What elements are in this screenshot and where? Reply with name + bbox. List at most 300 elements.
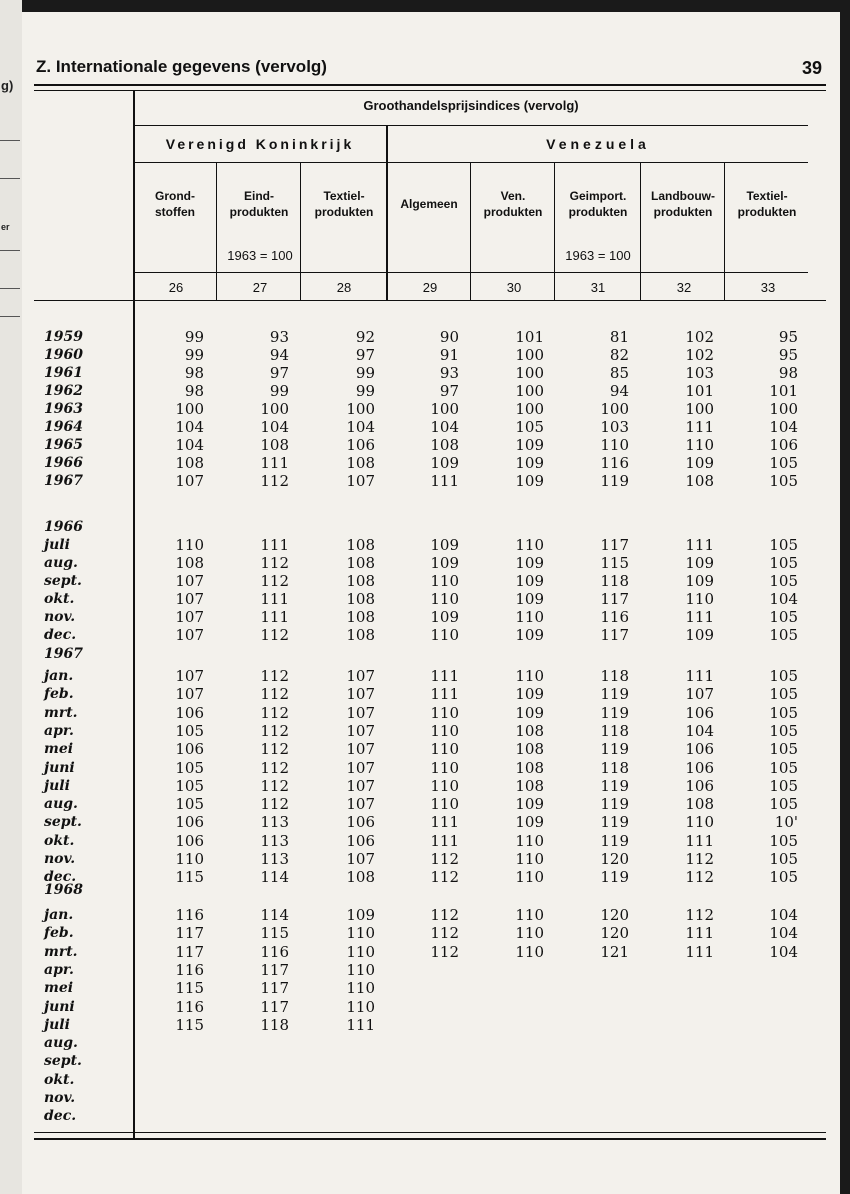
table-cell: 119: [600, 472, 629, 490]
table-cell: 117: [260, 960, 289, 979]
table-cell: 94: [609, 382, 629, 400]
table-cell: 100: [175, 400, 204, 418]
column-header-line: stoffen: [155, 205, 195, 219]
table-cell: 105: [769, 685, 798, 704]
table-cell: 107: [346, 667, 375, 685]
column-header-line: produkten: [229, 205, 289, 219]
table-cell: 107: [346, 703, 375, 722]
table-cell: 105: [769, 776, 798, 795]
table-cell: 115: [260, 924, 289, 943]
table-cell: 110: [430, 795, 459, 814]
table-cell: 105: [769, 608, 798, 626]
table-cell: 110: [430, 590, 459, 608]
table-cell: 97: [269, 364, 289, 382]
table-cell: 107: [346, 740, 375, 759]
table-cell: 116: [260, 942, 289, 961]
table-cell: 105: [769, 740, 798, 759]
table-cell: 104: [346, 418, 375, 436]
table-cell: 109: [515, 703, 544, 722]
column-number: 30: [506, 280, 522, 295]
table-cell: 99: [355, 364, 375, 382]
table-cell: 106: [685, 703, 714, 722]
table-cell: 119: [600, 795, 629, 814]
column-number: 29: [422, 280, 438, 295]
row-label: mei: [44, 741, 74, 758]
table-cell: 100: [430, 400, 459, 418]
table-cell: 101: [769, 382, 798, 400]
row-label: aug.: [44, 796, 78, 813]
table-cell: 111: [685, 608, 714, 626]
row-label: nov.: [44, 609, 76, 625]
table-cell: 115: [600, 554, 629, 572]
row-label: 1961: [44, 365, 83, 381]
table-cell: 107: [346, 795, 375, 814]
table-cell: 102: [685, 328, 714, 346]
row-label: juli: [44, 1016, 70, 1033]
table-cell: 97: [439, 382, 459, 400]
table-cell: 110: [515, 608, 544, 626]
column-number: 32: [676, 280, 692, 295]
table-cell: 117: [600, 590, 629, 608]
table-cell: 105: [769, 721, 798, 740]
table-cell: 110: [175, 536, 204, 554]
table-cell: 112: [260, 685, 289, 704]
table-cell: 108: [346, 554, 375, 572]
table-cell: 108: [346, 454, 375, 472]
table-cell: 98: [184, 364, 204, 382]
table-cell: 112: [685, 906, 714, 924]
table-cell: 106: [346, 831, 375, 850]
table-cell: 111: [260, 536, 289, 554]
table-cell: 106: [175, 831, 204, 850]
table-cell: 110: [175, 850, 204, 868]
table-cell: 110: [430, 703, 459, 722]
table-cell: 111: [346, 1015, 375, 1034]
table-cell: 82: [609, 346, 629, 364]
column-number: 27: [252, 280, 268, 295]
table-cell: 112: [430, 906, 459, 924]
table-cell: 109: [685, 572, 714, 590]
table-cell: 109: [685, 626, 714, 644]
row-label: apr.: [44, 722, 74, 739]
table-cell: 110: [685, 436, 714, 454]
table-cell: 112: [430, 924, 459, 943]
table-cell: 106: [175, 740, 204, 759]
table-cell: 110: [430, 626, 459, 644]
table-cell: 107: [685, 685, 714, 704]
row-label: aug.: [44, 555, 78, 571]
table-cell: 108: [175, 454, 204, 472]
table-cell: 110: [685, 813, 714, 832]
table-cell: 114: [260, 868, 289, 887]
row-label: 1967: [44, 646, 83, 662]
row-label: sept.: [44, 1053, 82, 1070]
table-cell: 95: [778, 346, 798, 364]
column-header: [134, 188, 216, 220]
row-label: nov.: [44, 851, 76, 867]
table-cell: 106: [175, 703, 204, 722]
table-cell: 107: [346, 472, 375, 490]
row-label: 1968: [44, 882, 83, 898]
table-cell: 118: [600, 758, 629, 777]
left-page-mark-2: er: [1, 222, 10, 232]
table-cell: 113: [260, 850, 289, 868]
table-cell: 104: [769, 942, 798, 961]
row-label: 1959: [44, 329, 83, 345]
table-cell: 115: [175, 868, 204, 887]
top-rule: [34, 84, 826, 86]
table-cell: 108: [346, 608, 375, 626]
table-cell: 117: [600, 536, 629, 554]
row-label: 1960: [44, 347, 83, 363]
table-cell: 108: [685, 472, 714, 490]
table-cell: 116: [600, 608, 629, 626]
table-cell: 116: [600, 454, 629, 472]
table-cell: 108: [515, 721, 544, 740]
row-label: juni: [44, 998, 75, 1015]
table-cell: 111: [685, 536, 714, 554]
table-cell: 110: [515, 924, 544, 943]
table-cell: 100: [260, 400, 289, 418]
table-cell: 107: [346, 721, 375, 740]
table-cell: 110: [685, 590, 714, 608]
table-cell: 112: [260, 703, 289, 722]
row-label: 1967: [44, 473, 83, 489]
table-cell: 90: [439, 328, 459, 346]
table-cell: 93: [439, 364, 459, 382]
table-cell: 100: [769, 400, 798, 418]
row-label: juli: [44, 777, 70, 794]
table-cell: 107: [175, 572, 204, 590]
row-label: juli: [44, 537, 70, 553]
row-label: 1966: [44, 455, 83, 471]
table-cell: 99: [355, 382, 375, 400]
table-cell: 105: [175, 758, 204, 777]
table-cell: 110: [346, 924, 375, 943]
table-cell: 106: [685, 740, 714, 759]
table-cell: 105: [769, 667, 798, 685]
table-cell: 100: [515, 382, 544, 400]
table-cell: 110: [430, 758, 459, 777]
table-cell: 111: [685, 942, 714, 961]
table-cell: 111: [430, 831, 459, 850]
table-cell: 112: [430, 942, 459, 961]
left-page-rule: [0, 250, 20, 251]
table-cell: 109: [346, 906, 375, 924]
left-page-edge: [0, 0, 22, 1194]
group-rule: [134, 125, 808, 126]
table-cell: 108: [346, 590, 375, 608]
table-cell: 110: [515, 906, 544, 924]
column-header-line: produkten: [483, 205, 543, 219]
column-header-line: produkten: [737, 205, 797, 219]
table-cell: 120: [600, 906, 629, 924]
column-header-line: Geimport.: [569, 189, 627, 203]
table-cell: 110: [346, 997, 375, 1016]
column-header-line: Ven.: [500, 189, 526, 203]
row-label: 1962: [44, 383, 83, 399]
table-cell: 107: [175, 667, 204, 685]
table-cell: 91: [439, 346, 459, 364]
column-header-line: Eind-: [244, 189, 274, 203]
table-cell: 110: [515, 850, 544, 868]
table-cell: 117: [175, 924, 204, 943]
table-cell: 106: [769, 436, 798, 454]
table-cell: 99: [269, 382, 289, 400]
table-cell: 99: [184, 328, 204, 346]
table-cell: 110: [430, 776, 459, 795]
base-venezuela: 1963 = 100: [565, 248, 631, 263]
table-cell: 106: [685, 758, 714, 777]
table-cell: 120: [600, 924, 629, 943]
table-cell: 112: [260, 572, 289, 590]
table-cell: 105: [769, 572, 798, 590]
table-cell: 105: [769, 703, 798, 722]
table-cell: 112: [260, 795, 289, 814]
table-cell: 109: [515, 590, 544, 608]
table-cell: 85: [609, 364, 629, 382]
table-cell: 104: [685, 721, 714, 740]
table-cell: 109: [685, 554, 714, 572]
table-cell: 105: [769, 626, 798, 644]
row-label: dec.: [44, 1108, 77, 1125]
table-cell: 106: [346, 436, 375, 454]
table-cell: 108: [346, 626, 375, 644]
table-cell: 119: [600, 685, 629, 704]
column-header-line: Landbouw-: [651, 189, 715, 203]
table-cell: 100: [600, 400, 629, 418]
column-number: 31: [590, 280, 606, 295]
top-rule-thin: [34, 90, 826, 91]
table-cell: 109: [430, 554, 459, 572]
left-page-rule: [0, 316, 20, 317]
row-label: juni: [44, 759, 75, 776]
column-header-line: produkten: [568, 205, 628, 219]
row-label: 1965: [44, 437, 83, 453]
table-cell: 105: [769, 554, 798, 572]
table-cell: 107: [175, 626, 204, 644]
table-cell: 107: [346, 776, 375, 795]
row-label: 1963: [44, 401, 83, 417]
table-cell: 119: [600, 813, 629, 832]
column-header-line: produkten: [314, 205, 374, 219]
table-cell: 110: [515, 831, 544, 850]
table-cell: 104: [430, 418, 459, 436]
table-cell: 113: [260, 831, 289, 850]
country-divider: [386, 126, 388, 300]
left-page-mark: g): [1, 78, 14, 93]
left-page-rule: [0, 140, 20, 141]
table-cell: 112: [260, 721, 289, 740]
column-number: 33: [760, 280, 776, 295]
left-page-rule: [0, 178, 20, 179]
table-cell: 118: [600, 667, 629, 685]
table-cell: 98: [778, 364, 798, 382]
table-cell: 100: [515, 364, 544, 382]
row-label: feb.: [44, 925, 74, 942]
column-header-line: Algemeen: [400, 197, 458, 211]
table-cell: 119: [600, 740, 629, 759]
table-cell: 112: [260, 740, 289, 759]
table-cell: 117: [600, 626, 629, 644]
row-label: 1966: [44, 519, 83, 535]
table-cell: 115: [175, 1015, 204, 1034]
table-cell: 112: [430, 850, 459, 868]
table-cell: 111: [430, 813, 459, 832]
table-cell: 112: [685, 850, 714, 868]
table-cell: 115: [175, 979, 204, 998]
table-cell: 118: [260, 1015, 289, 1034]
table-cell: 119: [600, 776, 629, 795]
table-cell: 108: [515, 740, 544, 759]
table-cell: 109: [515, 795, 544, 814]
table-cell: 92: [355, 328, 375, 346]
base-rule: [134, 272, 808, 273]
table-cell: 100: [515, 346, 544, 364]
table-cell: 95: [778, 328, 798, 346]
column-header-line: Textiel-: [323, 189, 365, 203]
table-cell: 105: [769, 795, 798, 814]
table-cell: 118: [600, 572, 629, 590]
column-header-line: Grond-: [155, 189, 195, 203]
column-header-line: produkten: [653, 205, 713, 219]
table-cell: 111: [430, 685, 459, 704]
table-cell: 103: [685, 364, 714, 382]
table-cell: 105: [769, 831, 798, 850]
table-cell: 112: [260, 626, 289, 644]
table-cell: 81: [609, 328, 629, 346]
left-page-rule: [0, 288, 20, 289]
table-cell: 109: [515, 813, 544, 832]
table-cell: 120: [600, 850, 629, 868]
column-header: [388, 196, 470, 212]
table-cell: 10': [774, 813, 798, 832]
row-label: dec.: [44, 627, 77, 643]
table-cell: 108: [515, 758, 544, 777]
table-cell: 104: [769, 906, 798, 924]
table-cell: 112: [260, 472, 289, 490]
row-label: aug.: [44, 1035, 78, 1052]
row-label: dec.: [44, 869, 77, 886]
table-cell: 109: [515, 685, 544, 704]
table-cell: 107: [175, 685, 204, 704]
table-cell: 110: [515, 942, 544, 961]
table-cell: 100: [346, 400, 375, 418]
table-cell: 112: [260, 667, 289, 685]
table-cell: 108: [515, 776, 544, 795]
table-cell: 112: [260, 776, 289, 795]
table-cell: 114: [260, 906, 289, 924]
row-label: 1964: [44, 419, 83, 435]
table-cell: 116: [175, 960, 204, 979]
table-cell: 105: [769, 868, 798, 887]
table-cell: 108: [260, 436, 289, 454]
table-cell: 116: [175, 997, 204, 1016]
table-cell: 105: [769, 536, 798, 554]
row-label: mrt.: [44, 704, 78, 721]
table-cell: 119: [600, 703, 629, 722]
table-cell: 118: [600, 721, 629, 740]
table-cell: 107: [346, 685, 375, 704]
table-cell: 106: [175, 813, 204, 832]
table-cell: 107: [175, 472, 204, 490]
column-header: [642, 188, 724, 220]
table-cell: 112: [685, 868, 714, 887]
row-label: jan.: [44, 668, 74, 684]
table-cell: 110: [346, 979, 375, 998]
table-cell: 105: [769, 454, 798, 472]
table-cell: 111: [260, 608, 289, 626]
table-cell: 110: [515, 868, 544, 887]
table-cell: 105: [175, 776, 204, 795]
table-cell: 121: [600, 942, 629, 961]
table-cell: 119: [600, 831, 629, 850]
table-cell: 107: [346, 850, 375, 868]
row-label: apr.: [44, 961, 74, 978]
column-header: [556, 188, 640, 220]
table-cell: 110: [430, 572, 459, 590]
table-cell: 98: [184, 382, 204, 400]
table-cell: 109: [430, 454, 459, 472]
table-cell: 119: [600, 868, 629, 887]
table-cell: 107: [175, 608, 204, 626]
row-label: sept.: [44, 814, 82, 831]
table-cell: 110: [430, 721, 459, 740]
table-cell: 104: [769, 924, 798, 943]
table-cell: 109: [515, 436, 544, 454]
table-cell: 102: [685, 346, 714, 364]
row-label: sept.: [44, 573, 82, 589]
column-number: 28: [336, 280, 352, 295]
row-label: okt.: [44, 591, 75, 607]
table-cell: 109: [515, 626, 544, 644]
table-cell: 93: [269, 328, 289, 346]
country-rule: [134, 162, 808, 163]
table-cell: 97: [355, 346, 375, 364]
table-cell: 110: [430, 740, 459, 759]
table-cell: 112: [260, 758, 289, 777]
table-cell: 111: [685, 418, 714, 436]
column-number: 26: [168, 280, 184, 295]
column-header-line: Textiel-: [746, 189, 788, 203]
table-cell: 109: [430, 608, 459, 626]
table-cell: 111: [685, 924, 714, 943]
table-cell: 107: [175, 590, 204, 608]
table-cell: 111: [430, 472, 459, 490]
table-cell: 111: [260, 454, 289, 472]
base-uk: 1963 = 100: [227, 248, 293, 263]
table-cell: 110: [346, 942, 375, 961]
table-cell: 109: [430, 536, 459, 554]
table-cell: 109: [685, 454, 714, 472]
table-cell: 104: [769, 590, 798, 608]
table-cell: 109: [515, 454, 544, 472]
page-number: 39: [802, 58, 823, 78]
table-cell: 110: [600, 436, 629, 454]
bottom-rule: [34, 1132, 826, 1133]
table-cell: 112: [430, 868, 459, 887]
table-cell: 105: [769, 850, 798, 868]
table-cell: 108: [430, 436, 459, 454]
section-title: Z. Internationale gegevens (vervolg): [36, 57, 327, 76]
bottom-rule-thick: [34, 1138, 826, 1140]
table-cell: 103: [600, 418, 629, 436]
table-cell: 104: [769, 418, 798, 436]
table-cell: 105: [769, 472, 798, 490]
table-cell: 101: [515, 328, 544, 346]
row-label: nov.: [44, 1090, 76, 1106]
table-cell: 100: [515, 400, 544, 418]
